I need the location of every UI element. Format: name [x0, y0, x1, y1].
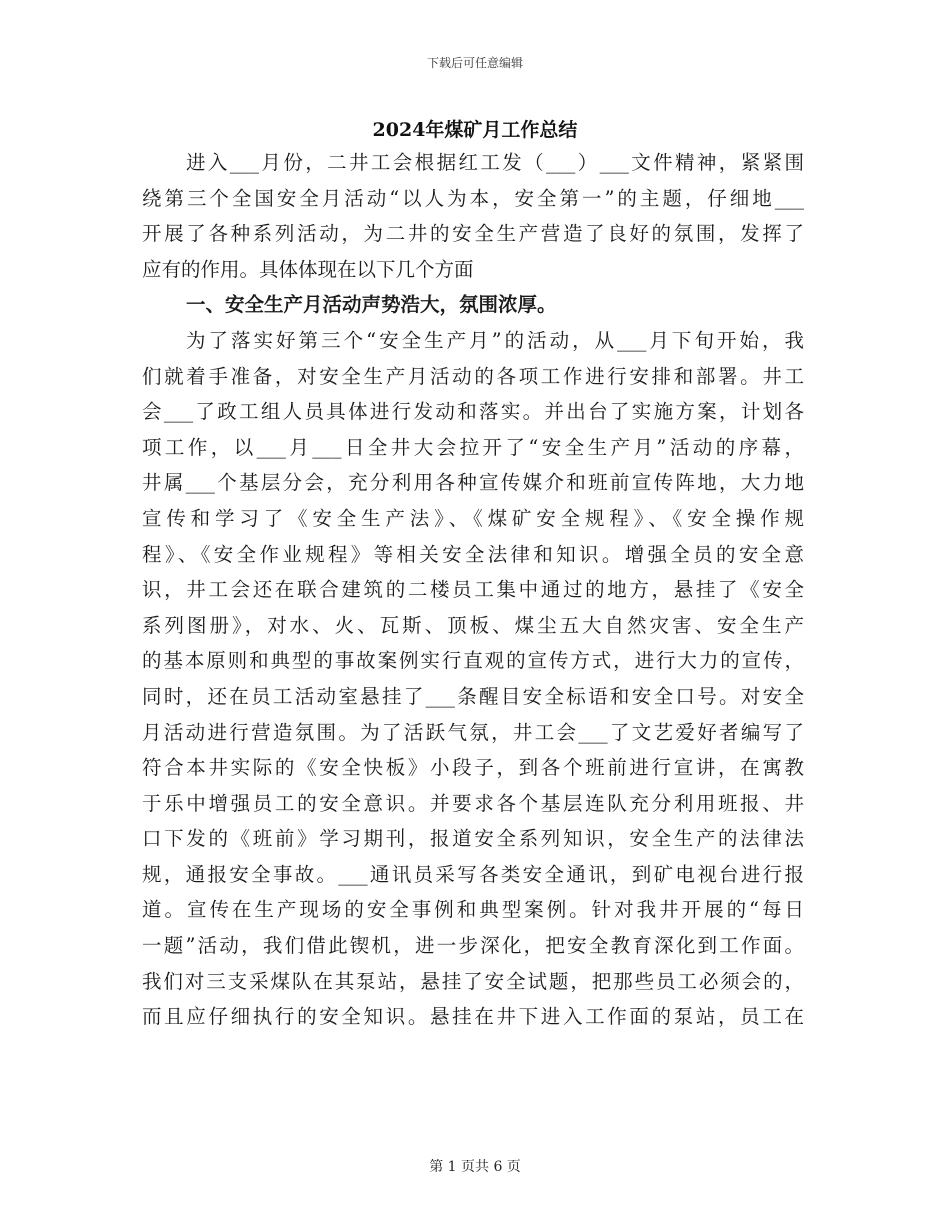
paragraph-line: 进入___月份，二井工会根据红工发（___）___文件精神，紧紧围	[186, 151, 804, 174]
paragraph-line: 井属___个基层分会，充分利用各种宣传媒介和班前宣传阵地，大力地	[142, 471, 804, 495]
paragraph-line: 我们对三支采煤队在其泵站，悬挂了安全试题，把那些员工必须会的，	[142, 969, 804, 993]
header-note: 下载后可任意编辑	[426, 56, 523, 70]
paragraph-line: 同时，还在员工活动室悬挂了___条醒目安全标语和安全口号。对安全	[142, 684, 804, 708]
paragraph-line: 为了落实好第三个“安全生产月”的活动，从___月下旬开始，我	[186, 328, 804, 352]
paragraph-line: 而且应仔细执行的安全知识。悬挂在井下进入工作面的泵站，员工在	[142, 1005, 804, 1029]
document-title: 2024年煤矿月工作总结	[372, 119, 578, 141]
paragraph-line: 于乐中增强员工的安全意识。并要求各个基层连队充分利用班报、井	[142, 791, 804, 815]
paragraph-line: 的基本原则和典型的事故案例实行直观的宣传方式，进行大力的宣传，	[142, 649, 804, 673]
paragraph-line: 规，通报安全事故。___通讯员采写各类安全通讯，到矿电视台进行报	[142, 862, 804, 886]
paragraph-line: 口下发的《班前》学习期刊，报道安全系列知识，安全生产的法律法	[142, 827, 804, 851]
paragraph-line: 符合本井实际的《安全快板》小段子，到各个班前进行宣讲，在寓教	[142, 756, 804, 780]
paragraph-line: 应有的作用。具体体现在以下几个方面	[142, 257, 474, 281]
section-heading: 一、安全生产月活动声势浩大，氛围浓厚。	[186, 293, 557, 317]
paragraph-line: 程》、《安全作业规程》等相关安全法律和知识。增强全员的安全意	[142, 542, 804, 566]
paragraph-line: 绕第三个全国安全月活动“以人为本，安全第一”的主题，仔细地___	[142, 186, 804, 210]
paragraph-line: 一题”活动，我们借此锲机，进一步深化，把安全教育深化到工作面。	[142, 934, 804, 958]
paragraph-line: 道。宣传在生产现场的安全事例和典型案例。针对我井开展的“每日	[142, 898, 804, 922]
paragraph-line: 们就着手准备，对安全生产月活动的各项工作进行安排和部署。井工	[142, 364, 804, 388]
paragraph-line: 识，井工会还在联合建筑的二楼员工集中通过的地方，悬挂了《安全	[142, 578, 804, 602]
document-body	[142, 145, 804, 1035]
page-footer: 第 1 页共 6 页	[429, 1159, 521, 1175]
paragraph-line: 开展了各种系列活动，为二井的安全生产营造了良好的氛围，发挥了	[142, 222, 804, 246]
paragraph-line: 月活动进行营造氛围。为了活跃气氛，井工会___了文艺爱好者编写了	[142, 720, 804, 744]
paragraph-line: 项工作，以___月___日全井大会拉开了“安全生产月”活动的序幕，	[142, 435, 804, 459]
paragraph-line: 会___了政工组人员具体进行发动和落实。并出台了实施方案，计划各	[142, 400, 804, 424]
paragraph-line: 宣传和学习了《安全生产法》、《煤矿安全规程》、《安全操作规	[142, 506, 804, 530]
paragraph-line: 系列图册》，对水、火、瓦斯、顶板、煤尘五大自然灾害、安全生产	[142, 613, 804, 637]
